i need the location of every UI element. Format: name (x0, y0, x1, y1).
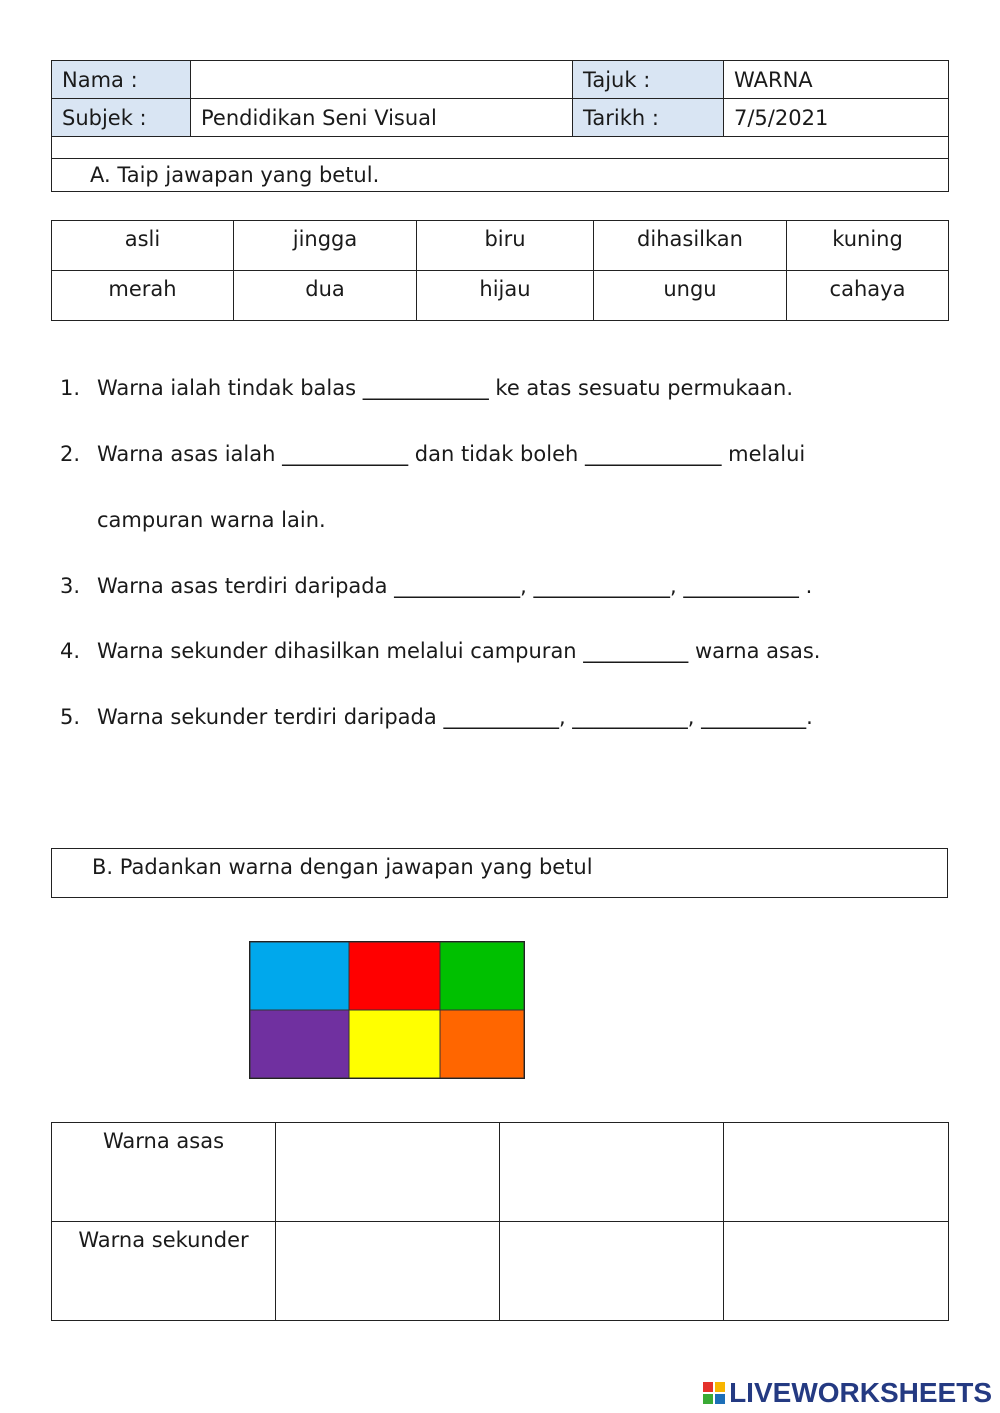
word-bank-cell: jingga (234, 221, 417, 271)
row-label: Warna sekunder (52, 1222, 276, 1321)
nama-field[interactable] (191, 61, 573, 99)
question-text: campuran warna lain. (97, 508, 326, 532)
header-spacer-row (52, 137, 949, 159)
answer-row-warna-asas (52, 1123, 949, 1222)
header-row-1 (52, 61, 949, 99)
drop-target[interactable] (276, 1222, 500, 1321)
word-bank-cell: kuning (787, 221, 949, 271)
tarikh-label: Tarikh : (573, 99, 724, 137)
answer-blank[interactable]: ___________ (683, 574, 799, 598)
question-text: Warna sekunder terdiri daripada ___________, ___________, __________. (97, 705, 813, 729)
drop-target[interactable] (500, 1222, 724, 1321)
answer-blank[interactable]: _____________ (584, 442, 722, 466)
question-text: Warna asas ialah ____________ dan tidak boleh _____________ melalui (97, 442, 806, 466)
section-a-instruction: A. Taip jawapan yang betul. (52, 159, 949, 192)
question-text: Warna sekunder dihasilkan melalui campuran __________ warna asas. (97, 639, 821, 663)
drop-target[interactable] (724, 1222, 949, 1321)
answer-blank[interactable]: _____________ (533, 574, 671, 598)
tarikh-value: 7/5/2021 (724, 99, 949, 137)
word-bank (51, 220, 949, 321)
color-swatch-red[interactable] (349, 942, 440, 1010)
answer-blank[interactable]: ___________ (572, 705, 688, 729)
answer-table (51, 1122, 949, 1321)
answer-blank[interactable]: ____________ (362, 376, 489, 400)
drop-target[interactable] (724, 1123, 949, 1222)
word-bank-cell: biru (417, 221, 594, 271)
word-bank-cell: hijau (417, 271, 594, 321)
logo-mark-icon (703, 1382, 725, 1404)
color-swatch-green[interactable] (440, 942, 524, 1010)
question-text: Warna asas terdiri daripada ____________, _____________, ___________ . (97, 574, 813, 598)
tajuk-value: WARNA (724, 61, 949, 99)
question-number: 4. (60, 639, 81, 663)
header-row-2 (52, 99, 949, 137)
section-b-instruction: B. Padankan warna dengan jawapan yang betul (51, 848, 948, 898)
nama-label: Nama : (52, 61, 191, 99)
word-bank-cell: ungu (594, 271, 787, 321)
row-label: Warna asas (52, 1123, 276, 1222)
logo-text: LIVEWORKSHEETS (729, 1377, 992, 1408)
liveworksheets-logo[interactable] (703, 1375, 992, 1411)
color-swatch-purple[interactable] (250, 1010, 349, 1078)
subjek-value: Pendidikan Seni Visual (191, 99, 573, 137)
answer-blank[interactable]: __________ (701, 705, 807, 729)
word-bank-cell: merah (52, 271, 234, 321)
color-grid (249, 941, 525, 1079)
word-bank-cell: dua (234, 271, 417, 321)
answer-row-warna-sekunder (52, 1222, 949, 1321)
question-number: 3. (60, 574, 81, 598)
section-a-row (52, 159, 949, 192)
answer-blank[interactable]: ___________ (443, 705, 559, 729)
header-table (51, 60, 949, 192)
color-swatch-blue[interactable] (250, 942, 349, 1010)
word-bank-cell: asli (52, 221, 234, 271)
color-swatch-yellow[interactable] (349, 1010, 440, 1078)
subjek-label: Subjek : (52, 99, 191, 137)
word-bank-row (52, 271, 949, 321)
question-number: 2. (60, 442, 81, 466)
question-number: 1. (60, 376, 81, 400)
answer-blank[interactable]: __________ (583, 639, 689, 663)
drop-target[interactable] (276, 1123, 500, 1222)
question-text: Warna ialah tindak balas ____________ ke atas sesuatu permukaan. (97, 376, 793, 400)
question-number: 5. (60, 705, 81, 729)
color-swatch-orange[interactable] (440, 1010, 524, 1078)
word-bank-cell: dihasilkan (594, 221, 787, 271)
drop-target[interactable] (500, 1123, 724, 1222)
tajuk-label: Tajuk : (573, 61, 724, 99)
answer-blank[interactable]: ____________ (282, 442, 409, 466)
answer-blank[interactable]: ____________ (394, 574, 521, 598)
word-bank-cell: cahaya (787, 271, 949, 321)
word-bank-row (52, 221, 949, 271)
